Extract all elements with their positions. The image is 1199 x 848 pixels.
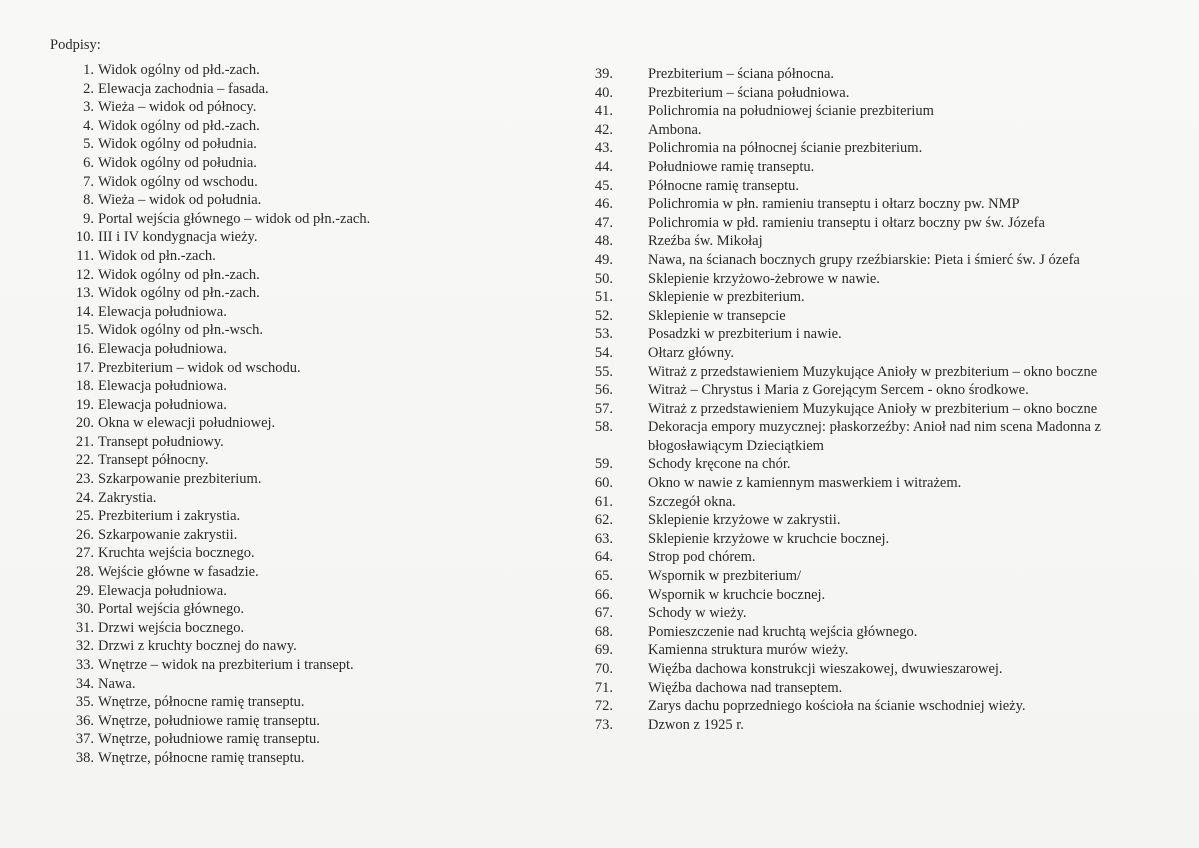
caption-item [50,414,570,433]
caption-item [580,567,1180,586]
caption-item [50,284,570,303]
caption-number: 39. [594,66,613,82]
caption-item [50,693,570,712]
caption-text: Elewacja południowa. [98,303,227,320]
caption-number: 33. [75,657,94,673]
caption-text: Schody w wieży. [648,605,747,622]
caption-item [50,451,570,470]
caption-text: Ambona. [648,121,702,138]
caption-number: 73. [594,716,613,733]
caption-text: Widok ogólny od płn.-zach. [98,285,260,302]
caption-number: 34. [75,675,94,692]
caption-item [50,470,570,489]
caption-item [580,548,1180,567]
caption-number: 43. [594,140,613,157]
caption-text: Południowe ramię transeptu. [648,158,815,175]
caption-text: Widok od płn.-zach. [98,247,216,264]
caption-item [580,530,1180,549]
caption-number: 67. [594,605,613,622]
caption-text: Północne ramię transeptu. [648,177,799,194]
caption-text: Elewacja południowa. [98,340,227,357]
caption-text: Widok ogólny od płn.-wsch. [98,322,263,339]
caption-item [50,266,570,285]
caption-item [580,102,1180,121]
caption-number: 1. [83,62,94,78]
caption-text: Polichromia w płn. ramieniu transeptu i ołtarz boczny pw. NMP [648,196,1020,213]
caption-item [50,619,570,638]
caption-text: III i IV kondygnacja wieży. [98,229,258,246]
caption-item [580,139,1180,158]
caption-item [580,195,1180,214]
caption-item [580,641,1180,660]
caption-text: Sklepienie w transepcie [648,307,786,324]
caption-item [580,177,1180,196]
caption-text: Zakrystia. [98,489,157,506]
caption-item [50,340,570,359]
caption-number: 64. [594,549,613,566]
caption-number: 32. [75,638,94,655]
caption-item [580,716,1180,735]
caption-number: 4. [83,117,94,134]
caption-item [580,325,1180,344]
caption-number: 41. [594,103,613,120]
caption-number: 2. [83,80,94,97]
caption-number: 17. [75,359,94,376]
caption-text: Wspornik w prezbiterium/ [648,568,802,585]
caption-number: 9. [83,210,94,227]
caption-text: Elewacja południowa. [98,582,227,599]
caption-item [580,697,1180,716]
caption-number: 10. [75,229,94,246]
caption-number: 55. [594,363,613,380]
caption-number: 50. [594,270,613,287]
caption-text: Widok ogólny od południa. [98,136,257,153]
caption-number: 5. [83,136,94,153]
caption-list-right [580,65,1180,734]
caption-text: Elewacja południowa. [98,378,227,395]
caption-text: Posadzki w prezbiterium i nawie. [648,326,842,343]
caption-item [580,474,1180,493]
caption-item [50,507,570,526]
caption-number: 6. [83,154,94,171]
caption-text: Szczegół okna. [648,493,736,510]
caption-item [50,600,570,619]
caption-text: Elewacja południowa. [98,396,227,413]
caption-number: 7. [83,173,94,190]
caption-number: 46. [594,196,613,213]
caption-text: Widok ogólny od wschodu. [98,173,258,190]
caption-number: 40. [594,84,613,101]
caption-number: 24. [75,489,94,506]
caption-number: 20. [75,415,94,432]
caption-text: Nawa, na ścianach bocznych grupy rzeźbiarskie: Pieta i śmierć św. J ózefa [648,251,1080,268]
caption-text: Wspornik w kruchcie bocznej. [648,586,826,603]
caption-item [50,637,570,656]
caption-number: 8. [83,192,94,209]
caption-number: 58. [594,419,613,436]
caption-text: Witraż – Chrystus i Maria z Gorejącym Sercem - okno środkowe. [648,382,1029,399]
caption-item [50,61,570,80]
caption-text: Wnętrze – widok na prezbiterium i transept. [98,657,354,673]
caption-number: 19. [75,396,94,413]
caption-item [50,173,570,192]
caption-item [580,400,1180,419]
caption-item [50,489,570,508]
caption-text: Prezbiterium i zakrystia. [98,508,241,525]
caption-text: Sklepienie krzyżowe w kruchcie bocznej. [648,530,890,547]
caption-text: Widok ogólny od płd.-zach. [98,62,260,78]
caption-item [580,270,1180,289]
caption-text: Nawa. [98,675,136,692]
caption-number: 3. [83,99,94,116]
caption-number: 16. [75,340,94,357]
caption-text: Witraż z przedstawieniem Muzykujące Anioły w prezbiterium – okno boczne [648,400,1098,417]
caption-item [580,344,1180,363]
caption-item [50,117,570,136]
caption-item [580,363,1180,382]
caption-number: 65. [594,568,613,585]
caption-number: 11. [76,247,94,264]
caption-item [580,679,1180,698]
caption-item [580,65,1180,84]
caption-item [580,511,1180,530]
caption-number: 15. [75,322,94,339]
caption-text: Prezbiterium – ściana północna. [648,66,835,82]
caption-text: Szkarpowanie prezbiterium. [98,471,262,488]
caption-text: Elewacja zachodnia – fasada. [98,80,269,97]
caption-number: 42. [594,121,613,138]
caption-text: Sklepienie krzyżowe w zakrystii. [648,512,841,529]
caption-number: 22. [75,452,94,469]
caption-item [50,433,570,452]
caption-item [50,98,570,117]
caption-text: Kamienna struktura murów wieży. [648,642,849,659]
caption-number: 35. [75,694,94,711]
caption-text: Portal wejścia głównego. [98,601,245,618]
caption-number: 52. [594,307,613,324]
caption-number: 68. [594,623,613,640]
caption-item [50,712,570,731]
caption-text: Sklepienie krzyżowo-żebrowe w nawie. [648,270,880,287]
caption-item [580,381,1180,400]
caption-list-left [50,61,570,768]
caption-item [50,675,570,694]
caption-item [50,135,570,154]
caption-text: Dzwon z 1925 r. [648,716,744,733]
caption-number: 53. [594,326,613,343]
caption-number: 38. [75,749,94,766]
caption-text: Transept północny. [98,452,209,469]
caption-item [580,307,1180,326]
caption-number: 54. [594,344,613,361]
caption-number: 36. [75,712,94,729]
caption-number: 29. [75,582,94,599]
caption-item [50,321,570,340]
caption-number: 61. [594,493,613,510]
caption-number: 31. [75,619,94,636]
caption-number: 66. [594,586,613,603]
caption-item [580,251,1180,270]
caption-number: 14. [75,303,94,320]
caption-text: Drzwi z kruchty bocznej do nawy. [98,638,297,655]
caption-text: Szkarpowanie zakrystii. [98,526,238,543]
caption-item [50,582,570,601]
caption-item [50,749,570,768]
caption-text: Widok ogólny od południa. [98,154,257,171]
caption-number: 49. [594,251,613,268]
caption-item [580,604,1180,623]
caption-number: 51. [594,289,613,306]
caption-text: Więźba dachowa nad transeptem. [648,679,843,696]
caption-number: 69. [594,642,613,659]
caption-item [580,586,1180,605]
caption-item [50,303,570,322]
caption-item [50,730,570,749]
caption-text: Prezbiterium – widok od wschodu. [98,359,301,376]
caption-number: 56. [594,382,613,399]
caption-number: 71. [594,679,613,696]
caption-number: 26. [75,526,94,543]
caption-text: Kruchta wejścia bocznego. [98,545,255,562]
caption-item [50,247,570,266]
caption-text: Więźba dachowa konstrukcji wieszakowej, dwuwieszarowej. [648,661,1003,677]
caption-item [580,121,1180,140]
caption-text: Widok ogólny od płn.-zach. [98,266,260,283]
caption-text: Zarys dachu poprzedniego kościoła na ścianie wschodniej wieży. [648,698,1026,715]
caption-text: Okno w nawie z kamiennym maswerkiem i witrażem. [648,475,962,492]
caption-number: 44. [594,158,613,175]
caption-item [50,396,570,415]
caption-text: Wnętrze, południowe ramię transeptu. [98,731,320,748]
caption-text: Drzwi wejścia bocznego. [98,619,245,636]
caption-number: 28. [75,564,94,581]
caption-text: Wnętrze, północne ramię transeptu. [98,694,305,711]
caption-item [50,526,570,545]
caption-text: Schody kręcone na chór. [648,456,791,473]
caption-text: Polichromia na północnej ścianie prezbiterium. [648,140,923,157]
caption-item [580,232,1180,251]
caption-item [580,660,1180,679]
caption-number: 13. [75,285,94,302]
caption-item [580,158,1180,177]
caption-number: 70. [594,661,613,677]
page-title: Podpisy: [50,37,101,53]
caption-item [580,623,1180,642]
caption-text: Ołtarz główny. [648,344,735,361]
caption-item [580,418,1180,455]
caption-item [50,228,570,247]
caption-text: Wnętrze, północne ramię transeptu. [98,749,305,766]
caption-text: Polichromia w płd. ramieniu transeptu i ołtarz boczny pw św. Józefa [648,214,1045,231]
caption-item [580,84,1180,103]
caption-text: Pomieszczenie nad kruchtą wejścia głównego. [648,623,918,640]
caption-item [50,80,570,99]
caption-number: 25. [75,508,94,525]
caption-item [50,544,570,563]
caption-number: 45. [594,177,613,194]
caption-number: 63. [594,530,613,547]
caption-text: Prezbiterium – ściana południowa. [648,84,850,101]
caption-number: 48. [594,233,613,250]
caption-item [50,154,570,173]
caption-number: 18. [75,378,94,395]
caption-item [50,191,570,210]
caption-item [580,214,1180,233]
caption-text: Polichromia na południowej ścianie prezbiterium [648,103,934,120]
caption-text: Dekoracja empory muzycznej: płaskorzeźby: Anioł nad nim scena Madonna z błogosławiącym Dzieciątkiem [648,419,1101,454]
caption-text: Okna w elewacji południowej. [98,415,276,432]
caption-item [580,493,1180,512]
caption-text: Wejście główne w fasadzie. [98,564,259,581]
caption-text: Sklepienie w prezbiterium. [648,289,805,306]
caption-item [580,455,1180,474]
caption-item [50,210,570,229]
caption-number: 59. [594,456,613,473]
caption-number: 37. [75,731,94,748]
caption-text: Widok ogólny od płd.-zach. [98,117,260,134]
caption-text: Wieża – widok od północy. [98,99,257,116]
caption-item [50,656,570,675]
caption-number: 30. [75,601,94,618]
caption-number: 57. [594,400,613,417]
caption-text: Strop pod chórem. [648,549,756,566]
caption-number: 23. [75,471,94,488]
caption-item [50,359,570,378]
caption-number: 12. [75,266,94,283]
caption-item [580,288,1180,307]
caption-number: 27. [75,545,94,562]
caption-text: Wieża – widok od południa. [98,192,262,209]
caption-text: Witraż z przedstawieniem Muzykujące Anioły w prezbiterium – okno boczne [648,363,1098,380]
caption-text: Rzeźba św. Mikołaj [648,233,763,250]
caption-number: 60. [594,475,613,492]
caption-number: 47. [594,214,613,231]
caption-item [50,563,570,582]
caption-text: Portal wejścia głównego – widok od płn.-zach. [98,210,371,227]
caption-number: 21. [75,433,94,450]
caption-number: 72. [594,698,613,715]
caption-text: Transept południowy. [98,433,224,450]
caption-item [50,377,570,396]
caption-text: Wnętrze, południowe ramię transeptu. [98,712,320,729]
caption-number: 62. [594,512,613,529]
